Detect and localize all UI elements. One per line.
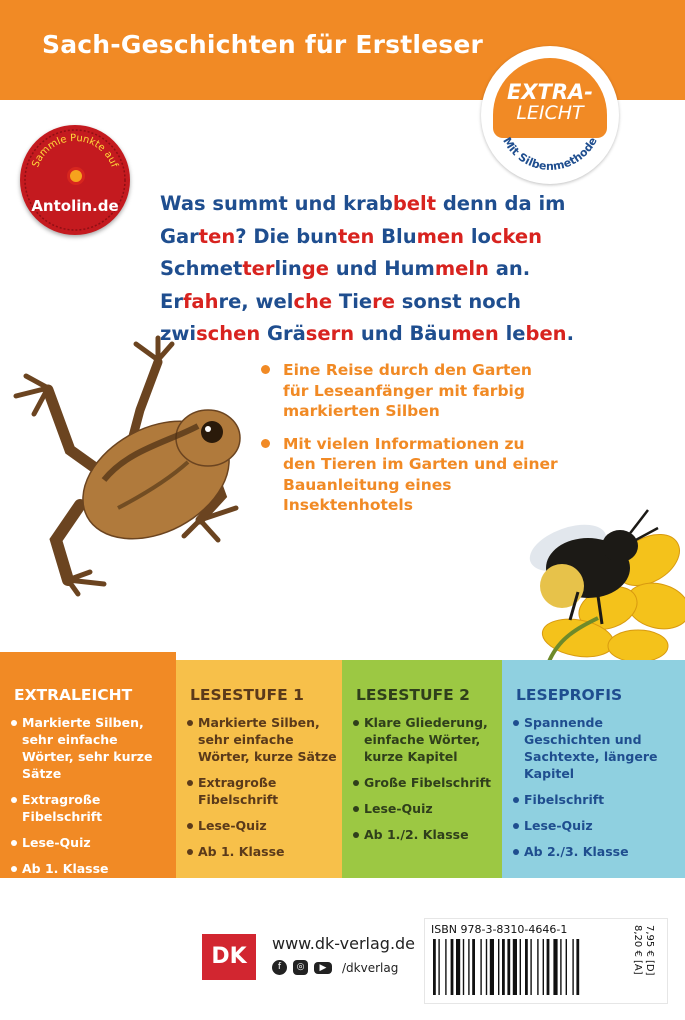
price-block xyxy=(632,925,665,997)
dk-logo xyxy=(202,934,256,980)
text-segment: le xyxy=(498,322,526,345)
barcode-bar xyxy=(560,939,561,995)
marked-syllable: ge xyxy=(301,257,329,280)
text-segment: ? Die bun xyxy=(235,224,338,248)
text-segment: . xyxy=(566,322,574,345)
level-item: Markierte Silben, sehr einfache Wörter, kurze Sätze xyxy=(186,714,346,765)
barcode-bar xyxy=(472,939,475,995)
feature-item: Mit vielen Informationen zu den Tieren im Garten und einer Bauanleitung eines Insektenhotels xyxy=(259,434,559,516)
level-item: Ab 1./2. Klasse xyxy=(352,826,512,843)
text-segment: re, wel xyxy=(218,289,294,313)
text-segment: Schmet xyxy=(160,257,243,280)
marked-syllable: men xyxy=(451,322,499,345)
barcode-bar xyxy=(438,939,439,995)
badge-line-2: LEICHT xyxy=(516,102,584,124)
publisher-url[interactable]: www.dk-verlag.de xyxy=(272,934,416,953)
marked-syllable: fah xyxy=(182,289,219,313)
barcode-bar xyxy=(502,939,505,995)
sticker-brand: Antolin.de xyxy=(31,197,119,215)
barcode-bar xyxy=(468,939,469,995)
barcode-bar xyxy=(537,939,538,995)
level-item: Lese-Quiz xyxy=(186,817,346,834)
barcode-bar xyxy=(553,939,557,995)
svg-text:Mit Silbenmethode xyxy=(500,135,600,173)
text-segment: Blu xyxy=(374,224,417,248)
badge-arc-label: Mit Silbenmethode xyxy=(500,134,600,173)
frog-image xyxy=(8,330,248,600)
series-title: Sach-Geschichten für Erstleser xyxy=(42,30,484,59)
barcode-bar xyxy=(543,939,544,995)
text-segment: lin xyxy=(274,257,302,280)
level-title: LESESTUFE 1 xyxy=(190,686,304,704)
instagram-icon[interactable]: ◎ xyxy=(293,960,308,975)
level-column-leseprofis xyxy=(502,660,685,878)
text-segment: an. xyxy=(488,257,531,280)
barcode-bar xyxy=(547,939,550,995)
sticker-arc-label: Sammle Punkte auf xyxy=(30,132,120,170)
intro-line xyxy=(160,253,680,286)
badge-line-1: EXTRA- xyxy=(507,80,593,104)
badge-arc-text xyxy=(481,46,619,184)
barcode-bar xyxy=(480,939,481,995)
level-column-lesestufe-2 xyxy=(342,660,502,878)
facebook-icon[interactable]: f xyxy=(272,960,287,975)
barcode-bar xyxy=(572,939,573,995)
barcode-bar xyxy=(486,939,487,995)
level-item: Lese-Quiz xyxy=(352,800,512,817)
intro-line xyxy=(160,286,680,319)
youtube-icon[interactable]: ▶ xyxy=(314,962,332,974)
extra-leicht-badge xyxy=(481,46,619,184)
text-segment: Tie xyxy=(332,289,373,313)
level-list xyxy=(512,714,672,869)
barcode-bar xyxy=(451,939,454,995)
isbn-text: ISBN 978-3-8310-4646-1 xyxy=(431,923,568,936)
text-segment: Was summt und krab xyxy=(160,192,393,215)
text-segment: zwi xyxy=(160,322,197,345)
text-segment: sonst noch xyxy=(394,289,522,313)
intro-text xyxy=(160,188,680,351)
text-segment: Gar xyxy=(160,224,199,248)
level-item: Ab 1. Klasse xyxy=(186,843,346,860)
bumblebee-image xyxy=(508,488,685,664)
barcode-icon xyxy=(431,939,627,997)
level-item: Markierte Silben, sehr einfache Wörter, sehr kurze Sätze xyxy=(10,714,170,782)
level-title: EXTRALEICHT xyxy=(14,686,133,704)
antolin-sticker xyxy=(20,125,130,235)
level-list xyxy=(186,714,346,869)
social-links xyxy=(272,960,398,975)
target-icon xyxy=(67,167,85,185)
text-segment: und Bäu xyxy=(354,322,452,345)
intro-line xyxy=(160,221,680,254)
marked-syllable: ben xyxy=(525,322,567,345)
text-segment: denn da im xyxy=(436,192,566,215)
text-segment: Grä xyxy=(260,322,306,345)
barcode-bar xyxy=(576,939,579,995)
price-at: 8,20 € [A] xyxy=(632,925,643,975)
marked-syllable: sern xyxy=(305,322,355,345)
barcode-bar xyxy=(513,939,517,995)
marked-syllable: che xyxy=(293,289,333,313)
level-item: Klare Gliederung, einfache Wörter, kurze Kapitel xyxy=(352,714,512,765)
barcode-bar xyxy=(433,939,436,995)
level-item: Lese-Quiz xyxy=(512,817,672,834)
level-item: Extragroße Fibelschrift xyxy=(10,791,170,825)
level-item: Fibelschrift xyxy=(512,791,672,808)
level-column-lesestufe-1 xyxy=(176,660,342,878)
barcode-bar xyxy=(445,939,446,995)
marked-syllable: ten xyxy=(337,224,375,248)
level-item: Spannende Geschichten und Sachtexte, längere Kapitel xyxy=(512,714,672,782)
barcode-bar xyxy=(520,939,521,995)
level-item: Lese-Quiz xyxy=(10,834,170,851)
dk-logo-text: DK xyxy=(211,944,247,969)
marked-syllable: ter xyxy=(242,257,275,280)
marked-syllable: meln xyxy=(434,257,489,280)
level-title: LESEPROFIS xyxy=(516,686,623,704)
level-item: Ab 1. Klasse xyxy=(10,860,170,877)
level-list xyxy=(352,714,512,852)
social-handle: /dkverlag xyxy=(342,960,399,975)
level-title: LESESTUFE 2 xyxy=(356,686,470,704)
marked-syllable: schen xyxy=(196,322,261,345)
barcode-bar xyxy=(490,939,494,995)
barcode-area xyxy=(424,918,668,1004)
level-column-extraleicht xyxy=(0,652,176,878)
text-segment: und Hum xyxy=(328,257,435,280)
level-item: Große Fibelschrift xyxy=(352,774,512,791)
marked-syllable: cken xyxy=(490,224,543,248)
barcode-bar xyxy=(566,939,567,995)
barcode-bar xyxy=(525,939,528,995)
level-item: Ab 2./3. Klasse xyxy=(512,843,672,860)
barcode-bar xyxy=(456,939,460,995)
level-item: Extragroße Fibelschrift xyxy=(186,774,346,808)
barcode-bar xyxy=(498,939,499,995)
marked-syllable: belt xyxy=(392,192,437,215)
barcode-bar xyxy=(463,939,464,995)
feature-item: Eine Reise durch den Garten für Leseanfänger mit farbig markierten Silben xyxy=(259,360,559,422)
text-segment: Er xyxy=(160,289,183,313)
text-segment: lo xyxy=(464,224,491,248)
marked-syllable: re xyxy=(372,289,395,313)
barcode-bar xyxy=(530,939,531,995)
level-list xyxy=(10,714,170,886)
barcode-bar xyxy=(507,939,510,995)
price-de: 7,95 € [D] xyxy=(644,925,655,976)
intro-line xyxy=(160,188,680,221)
marked-syllable: ten xyxy=(198,224,236,248)
svg-text:Sammle Punkte auf xyxy=(30,133,119,169)
marked-syllable: men xyxy=(416,224,465,248)
